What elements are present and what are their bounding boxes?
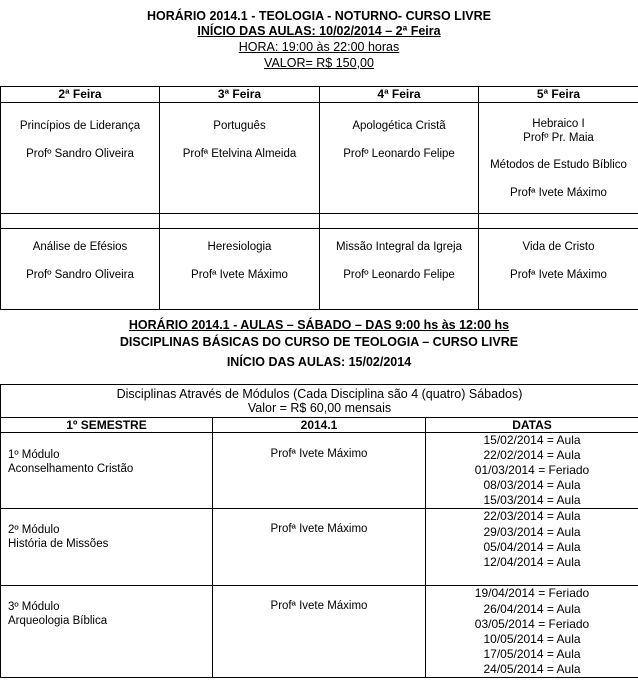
professor-name: Profª Ivete Máximo [191,269,288,281]
dates-cell [426,509,638,586]
modules-price: Valor = R$ 60,00 mensais [247,401,392,415]
professor-cell [213,586,426,678]
spacer-cell [1,214,160,229]
professor-cell [213,433,426,509]
module-row [1,433,638,509]
saturday-start-date: INÍCIO DAS AULAS: 15/02/2014 [226,355,412,369]
professor-name: Profª Ivete Máximo [270,600,368,613]
spacer-cell [479,214,638,229]
date-entry: 15/03/2014 = Aula [483,493,581,508]
weekday-header: 4ª Feira [320,87,479,103]
class-row [1,229,638,310]
schedule-title: HORÁRIO 2014.1 - TEOLOGIA - NOTURNO- CURSO LIVRE [146,9,491,23]
dates-cell [426,586,638,678]
class-row [1,103,638,214]
weekday-header-row [1,87,638,103]
professor-name: Profª Ivete Máximo [510,186,607,199]
modules-table [0,384,638,678]
date-entry: 08/03/2014 = Aula [483,478,581,493]
module-cell [1,509,213,586]
module-name: Aconselhamento Cristão [8,463,134,475]
dates-cell [426,433,638,509]
professor-name: Profª Ivete Máximo [270,448,368,460]
disciplines-subtitle: DISCIPLINAS BÁSICAS DO CURSO DE TEOLOGIA – CURSO LIVRE [119,335,519,349]
class-cell [479,229,638,310]
professor-name: Profº Sandro Oliveira [26,148,134,160]
hours-text: HORA: 19:00 às 22:00 horas [238,40,400,54]
subject-name: Análise de Efésios [32,241,128,253]
class-cell [320,103,479,214]
subject-name: Missão Integral da Igreja [336,241,462,253]
date-entry: 19/04/2014 = Feriado [474,586,590,601]
weekday-header: 2ª Feira [1,87,160,103]
modules-header-row [1,418,638,433]
saturday-schedule-title: HORÁRIO 2014.1 - AULAS – SÁBADO – DAS 9:00 hs às 12:00 hs [128,318,510,332]
class-cell [1,229,160,310]
module-number: 1º Módulo [8,449,60,461]
professor-name: Profº Pr. Maia [523,131,594,144]
module-name: Arqueologia Bíblica [8,615,108,628]
column-header: 2014.1 [213,418,426,433]
date-entry: 17/05/2014 = Aula [483,646,581,661]
spacer-cell [320,214,479,229]
date-entry: 29/03/2014 = Aula [483,524,581,539]
subject-name: Princípios de Liderança [19,120,141,132]
spacer-row [1,214,638,229]
module-row [1,509,638,586]
weekly-schedule-table [0,86,638,310]
price-text: VALOR= R$ 150,00 [264,56,374,70]
column-header: DATAS [426,418,638,433]
price-line [0,57,638,71]
professor-name: Profº Sandro Oliveira [26,269,134,281]
column-header: 1º SEMESTRE [1,418,213,433]
professor-name: Profª Ivete Máximo [510,269,607,281]
class-cell [320,229,479,310]
module-cell [1,433,213,509]
modules-title-row [1,385,638,418]
class-cell [160,229,320,310]
class-cell [160,103,320,214]
subject-name: Métodos de Estudo Bíblico [490,159,627,171]
weekday-header: 3ª Feira [160,87,320,103]
date-entry: 24/05/2014 = Aula [483,661,581,676]
module-cell [1,586,213,678]
professor-name: Profº Leonardo Felipe [343,148,455,160]
module-number: 2º Módulo [8,524,60,537]
date-entry: 12/04/2014 = Aula [483,554,581,569]
class-cell [1,103,160,214]
subject-name: Português [213,120,266,132]
subject-name: Hebraico I [532,118,585,130]
professor-name: Profª Etelvina Almeida [182,148,297,160]
subject-name: Heresiologia [207,241,272,253]
class-cell [479,103,638,214]
date-entry: 01/03/2014 = Feriado [474,463,590,478]
date-entry: 22/03/2014 = Aula [483,509,581,524]
date-entry: 03/05/2014 = Feriado [474,616,590,631]
date-entry: 10/05/2014 = Aula [483,631,581,646]
spacer-cell [160,214,320,229]
weekday-header: 5ª Feira [479,87,638,103]
subject-name: Vida de Cristo [522,241,595,253]
date-entry: 05/04/2014 = Aula [483,539,581,554]
modules-title-cell [1,385,638,418]
subject-name: Apologética Cristã [352,120,446,132]
start-date-line: INÍCIO DAS AULAS: 10/02/2014 – 2ª Feira [197,24,441,38]
professor-cell [213,509,426,586]
date-entry: 15/02/2014 = Aula [483,433,581,447]
hours-line [0,41,638,55]
modules-title: Disciplinas Através de Módulos (Cada Disciplina são 4 (quatro) Sábados) [116,387,523,401]
module-row [1,586,638,678]
date-entry: 26/04/2014 = Aula [483,601,581,616]
module-number: 3º Módulo [8,601,60,614]
professor-name: Profº Leonardo Felipe [343,269,455,281]
date-entry: 22/02/2014 = Aula [483,448,581,463]
professor-name: Profª Ivete Máximo [270,523,368,536]
module-name: História de Missões [8,538,109,551]
